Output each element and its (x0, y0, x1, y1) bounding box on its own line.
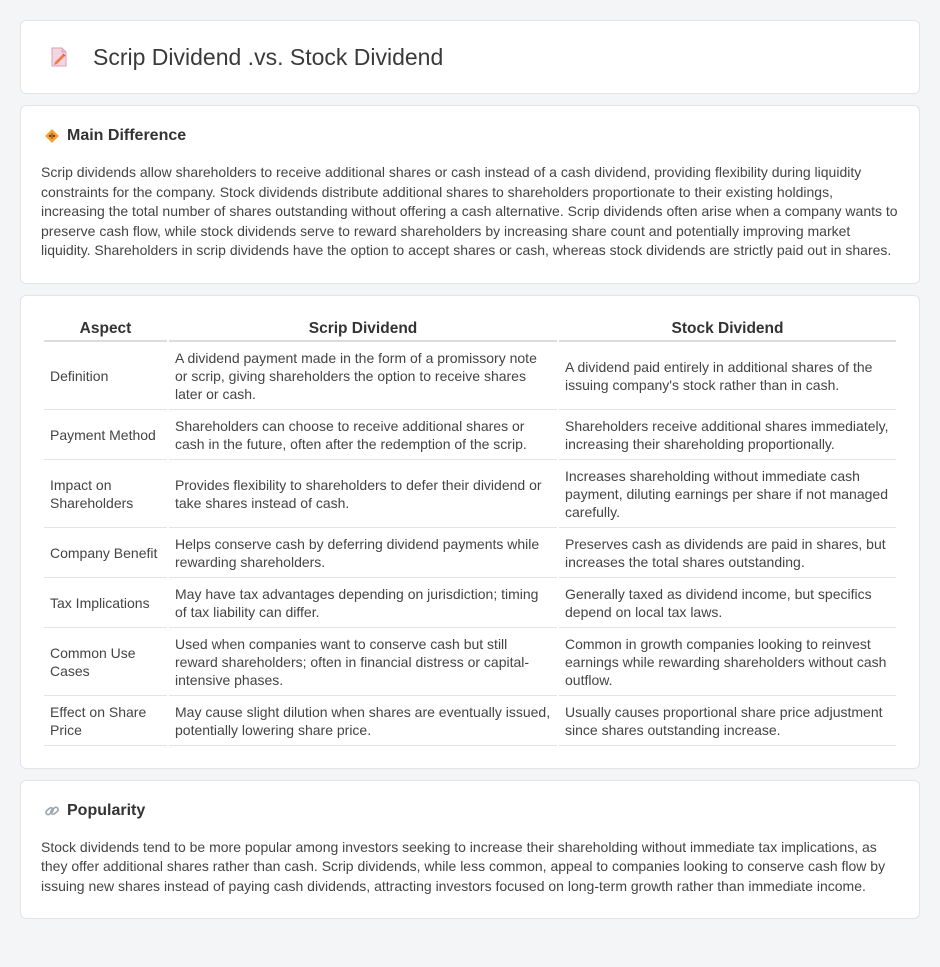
table-row (44, 528, 896, 578)
header-stock-dividend: Stock Dividend (559, 315, 896, 342)
scrip-cell: Shareholders can choose to receive additional shares or cash in the future, often after the redemption of the scrip. (169, 410, 557, 460)
popularity-title: Popularity (67, 801, 146, 819)
stock-cell: Common in growth companies looking to reinvest earnings while rewarding shareholders without cash outflow. (559, 628, 896, 696)
stock-cell: Preserves cash as dividends are paid in shares, but increases the total shares outstanding. (559, 528, 896, 578)
link-icon (43, 802, 61, 820)
aspect-cell: Tax Implications (44, 578, 167, 628)
table-row (44, 342, 896, 410)
stock-cell: Shareholders receive additional shares immediately, increasing their shareholding proportionally. (559, 410, 896, 460)
aspect-cell: Payment Method (44, 410, 167, 460)
comparison-table (42, 315, 898, 746)
main-difference-title: Main Difference (67, 127, 187, 144)
page-title: Scrip Dividend .vs. Stock Dividend (93, 43, 444, 70)
table-row (44, 696, 896, 746)
table-row (44, 410, 896, 460)
table-row (44, 628, 896, 696)
header-card (20, 20, 920, 94)
table-row (44, 460, 896, 528)
scrip-cell: Helps conserve cash by deferring dividend payments while rewarding shareholders. (169, 528, 557, 578)
scrip-cell: Used when companies want to conserve cash but still reward shareholders; often in financial distress or capital-intensive phases. (169, 628, 557, 696)
stock-cell: A dividend paid entirely in additional shares of the issuing company's stock rather than in cash. (559, 342, 896, 410)
comparison-table-card (20, 295, 920, 769)
main-difference-text: Scrip dividends allow shareholders to receive additional shares or cash instead of a cash dividend, providing flexibility during liquidity constraints for the company. Stock dividends distribute additional shares to shareholders proportionate to their existing holdings, increasing the total number of shares outstanding without offering a cash alternative. Scrip dividends often arise when a company wants to preserve cash flow, while stock dividends serve to reward shareholders by increasing share count and potentially improving market liquidity. Shareholders in scrip dividends have the option to accept shares or cash, whereas stock dividends are strictly paid out in shares. (41, 164, 898, 258)
aspect-cell: Impact on Shareholders (44, 460, 167, 528)
popularity-text: Stock dividends tend to be more popular among investors seeking to increase their shareholding without immediate tax implications, as they offer additional shares rather than cash. Scrip dividends, while less common, appeal to companies looking to conserve cash flow by issuing new shares instead of paying cash dividends, attracting investors focused on long-term growth rather than immediate income. (41, 838, 886, 894)
aspect-cell: Definition (44, 342, 167, 410)
aspect-cell: Common Use Cases (44, 628, 167, 696)
table-header-row (44, 315, 896, 342)
main-difference-header (43, 127, 899, 145)
stock-cell: Generally taxed as dividend income, but specifics depend on local tax laws. (559, 578, 896, 628)
document-pencil-icon (47, 45, 71, 69)
main-difference-section (20, 105, 920, 284)
scrip-cell: May have tax advantages depending on jurisdiction; timing of tax liability can differ. (169, 578, 557, 628)
table-row (44, 578, 896, 628)
stock-cell: Usually causes proportional share price adjustment since shares outstanding increase. (559, 696, 896, 746)
header-aspect: Aspect (44, 315, 167, 342)
scrip-cell: May cause slight dilution when shares are eventually issued, potentially lowering share price. (169, 696, 557, 746)
stock-cell: Increases shareholding without immediate cash payment, diluting earnings per share if not managed carefully. (559, 460, 896, 528)
scrip-cell: Provides flexibility to shareholders to defer their dividend or take shares instead of cash. (169, 460, 557, 528)
popularity-header (43, 802, 899, 820)
aspect-cell: Company Benefit (44, 528, 167, 578)
popularity-section (20, 780, 920, 920)
aspect-cell: Effect on Share Price (44, 696, 167, 746)
scrip-cell: A dividend payment made in the form of a promissory note or scrip, giving shareholders the option to receive shares later or cash. (169, 342, 557, 410)
header-scrip-dividend: Scrip Dividend (169, 315, 557, 342)
diamond-icon (43, 127, 61, 145)
